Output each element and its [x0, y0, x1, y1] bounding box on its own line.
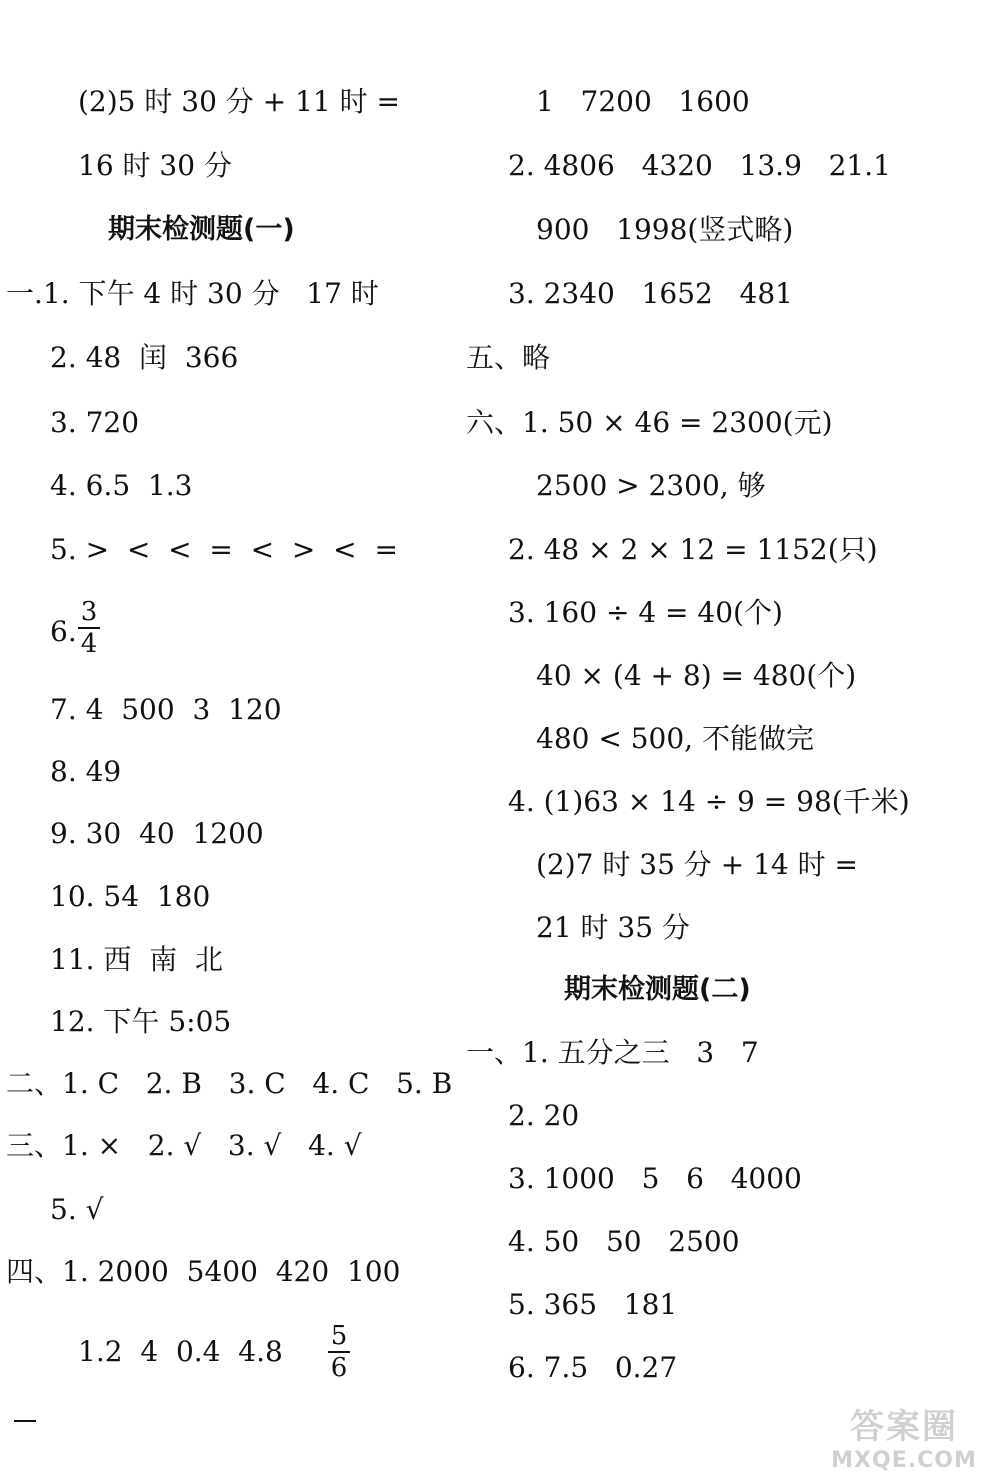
answer-line: 3. 2340 1652 481: [508, 277, 793, 310]
answer-line: 12. 下午 5:05: [50, 1005, 232, 1038]
fraction-denominator: 6: [330, 1353, 348, 1383]
answer-line: 6.: [50, 615, 77, 648]
watermark: [814, 1398, 994, 1474]
answer-line: 900 1998(竖式略): [536, 213, 794, 246]
answer-line: 二、1. C 2. B 3. C 4. C 5. B: [6, 1067, 453, 1100]
answer-line: 5. 365 181: [508, 1288, 678, 1321]
dash-mark: [14, 1420, 36, 1422]
fraction-denominator: 4: [80, 629, 98, 659]
answer-line: 五、略: [466, 341, 551, 374]
answer-line: 4. 50 50 2500: [508, 1225, 740, 1258]
answer-line: 16 时 30 分: [78, 149, 232, 182]
answer-line: 1 7200 1600: [536, 85, 750, 118]
answer-line: (2)7 时 35 分 + 14 时 =: [536, 848, 858, 881]
fraction-numerator: 3: [80, 597, 98, 627]
answer-line: 一、1. 五分之三 3 7: [466, 1036, 759, 1069]
answer-line: (2)5 时 30 分 + 11 时 =: [78, 85, 400, 118]
answer-text: .1. 下午 4 时 30 分 17 时: [34, 277, 379, 310]
answer-line: 480 < 500, 不能做完: [536, 722, 814, 755]
answer-line: 2500 > 2300, 够: [536, 469, 766, 502]
answer-line: 9. 30 40 1200: [50, 817, 264, 850]
fraction: [78, 598, 100, 658]
answer-line: 6. 7.5 0.27: [508, 1351, 678, 1384]
answer-line: 3. 160 ÷ 4 = 40(个): [508, 596, 783, 629]
answer-line: 21 时 35 分: [536, 911, 690, 944]
answer-line: 3. 720: [50, 406, 140, 439]
section-title: 期末检测题(二): [564, 974, 751, 1005]
answer-line: 40 × (4 + 8) = 480(个): [536, 659, 857, 692]
answer-line: 5. > < < = < > < =: [50, 533, 398, 566]
answer-line: 8. 49: [50, 755, 122, 788]
answer-line: 4. 6.5 1.3: [50, 469, 193, 502]
answer-line: 7. 4 500 3 120: [50, 693, 282, 726]
answer-line: 四、1. 2000 5400 420 100: [6, 1255, 401, 1288]
answer-line: 1.2 4 0.4 4.8: [78, 1335, 283, 1368]
answer-line: 2. 4806 4320 13.9 21.1: [508, 149, 891, 182]
answer-line: 4. (1)63 × 14 ÷ 9 = 98(千米): [508, 785, 910, 818]
fraction-numerator: 5: [330, 1321, 348, 1351]
answer-line: 11. 西 南 北: [50, 943, 224, 976]
watermark-url: MXQE.COM: [831, 1448, 977, 1473]
section-title: 期末检测题(一): [108, 214, 295, 245]
answer-line: 2. 48 × 2 × 12 = 1152(只): [508, 533, 878, 566]
answer-line: 三、1. × 2. √ 3. √ 4. √: [6, 1129, 362, 1162]
answer-line: 10. 54 180: [50, 880, 211, 913]
answer-line: 2. 48 闰 366: [50, 341, 239, 374]
watermark-logo: 答案圈: [850, 1407, 958, 1447]
fraction: [328, 1322, 350, 1382]
answer-line: 六、1. 50 × 46 = 2300(元): [466, 406, 833, 439]
answer-line: 2. 20: [508, 1099, 580, 1132]
answer-line: 5. √: [50, 1193, 104, 1226]
answer-line: 3. 1000 5 6 4000: [508, 1162, 802, 1195]
answer-line: 一.1. 下午 4 时 30 分 17 时: [6, 277, 379, 310]
